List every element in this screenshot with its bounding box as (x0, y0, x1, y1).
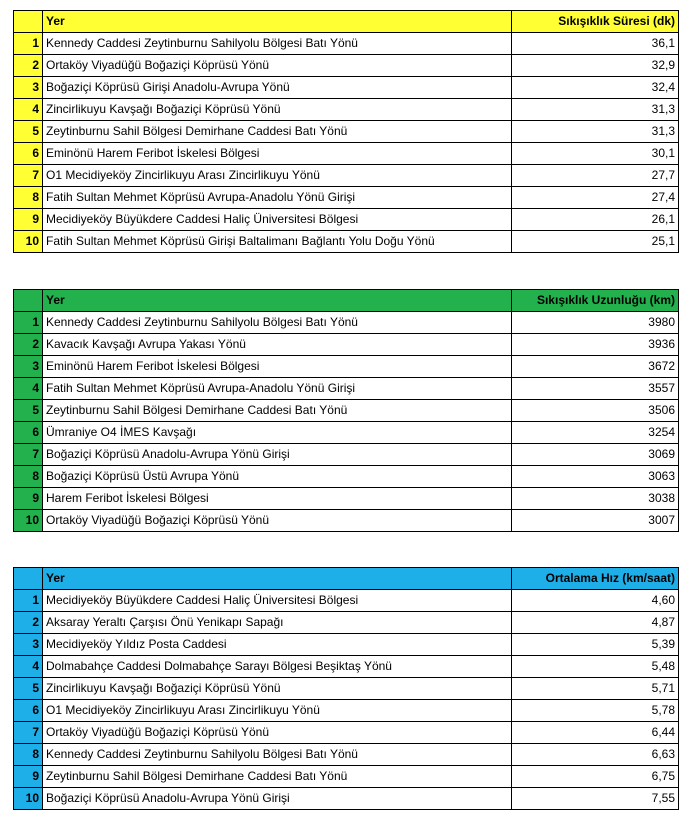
location-cell: Ümraniye O4 İMES Kavşağı (43, 422, 512, 444)
location-cell: Fatih Sultan Mehmet Köprüsü Avrupa-Anadolu Yönü Girişi (43, 378, 512, 400)
value-cell: 25,1 (512, 231, 679, 253)
table-row (14, 766, 679, 788)
rank-cell: 6 (14, 422, 43, 444)
table-row (14, 77, 679, 99)
rank-cell: 9 (14, 209, 43, 231)
location-cell: Mecidiyeköy Yıldız Posta Caddesi (43, 634, 512, 656)
location-cell: Eminönü Harem Feribot İskelesi Bölgesi (43, 143, 512, 165)
location-cell: O1 Mecidiyeköy Zincirlikuyu Arası Zincirlikuyu Yönü (43, 700, 512, 722)
rank-cell: 2 (14, 55, 43, 77)
value-cell: 3936 (512, 334, 679, 356)
value-cell: 6,75 (512, 766, 679, 788)
rank-header (14, 11, 43, 33)
location-cell: Kavacık Kavşağı Avrupa Yakası Yönü (43, 334, 512, 356)
value-cell: 7,55 (512, 788, 679, 810)
location-cell: Mecidiyeköy Büyükdere Caddesi Haliç Üniversitesi Bölgesi (43, 590, 512, 612)
location-header: Yer (43, 568, 512, 590)
speed-header: Ortalama Hız (km/saat) (512, 568, 679, 590)
rank-cell: 8 (14, 744, 43, 766)
location-cell: Kennedy Caddesi Zeytinburnu Sahilyolu Bölgesi Batı Yönü (43, 312, 512, 334)
rank-cell: 10 (14, 231, 43, 253)
value-cell: 3557 (512, 378, 679, 400)
rank-cell: 2 (14, 334, 43, 356)
value-cell: 6,44 (512, 722, 679, 744)
rank-header (14, 290, 43, 312)
table-row (14, 488, 679, 510)
rank-cell: 9 (14, 488, 43, 510)
rank-cell: 6 (14, 143, 43, 165)
table-header-row (14, 11, 679, 33)
table-row (14, 33, 679, 55)
value-cell: 3038 (512, 488, 679, 510)
value-cell: 3980 (512, 312, 679, 334)
table-row (14, 99, 679, 121)
location-cell: Ortaköy Viyadüğü Boğaziçi Köprüsü Yönü (43, 722, 512, 744)
location-cell: Zincirlikuyu Kavşağı Boğaziçi Köprüsü Yönü (43, 99, 512, 121)
rank-cell: 8 (14, 187, 43, 209)
rank-cell: 3 (14, 356, 43, 378)
location-cell: Fatih Sultan Mehmet Köprüsü Avrupa-Anadolu Yönü Girişi (43, 187, 512, 209)
value-cell: 5,78 (512, 700, 679, 722)
location-cell: Zeytinburnu Sahil Bölgesi Demirhane Caddesi Batı Yönü (43, 121, 512, 143)
location-cell: Dolmabahçe Caddesi Dolmabahçe Sarayı Bölgesi Beşiktaş Yönü (43, 656, 512, 678)
rank-cell: 8 (14, 466, 43, 488)
table-row (14, 209, 679, 231)
rank-cell: 6 (14, 700, 43, 722)
congestion-length-table (13, 289, 679, 532)
value-cell: 36,1 (512, 33, 679, 55)
table-row (14, 55, 679, 77)
value-cell: 27,4 (512, 187, 679, 209)
value-cell: 6,63 (512, 744, 679, 766)
table-row (14, 788, 679, 810)
value-cell: 26,1 (512, 209, 679, 231)
table-row (14, 444, 679, 466)
rank-cell: 5 (14, 678, 43, 700)
location-cell: Ortaköy Viyadüğü Boğaziçi Köprüsü Yönü (43, 510, 512, 532)
value-cell: 3254 (512, 422, 679, 444)
location-cell: Boğaziçi Köprüsü Anadolu-Avrupa Yönü Girişi (43, 788, 512, 810)
table-row (14, 356, 679, 378)
rank-cell: 1 (14, 33, 43, 55)
value-cell: 31,3 (512, 121, 679, 143)
location-cell: Ortaköy Viyadüğü Boğaziçi Köprüsü Yönü (43, 55, 512, 77)
table-row (14, 400, 679, 422)
average-speed-table (13, 567, 679, 810)
value-cell: 30,1 (512, 143, 679, 165)
value-cell: 3506 (512, 400, 679, 422)
table-row (14, 700, 679, 722)
table-row (14, 466, 679, 488)
value-cell: 5,71 (512, 678, 679, 700)
table-row (14, 722, 679, 744)
table-header-row (14, 568, 679, 590)
location-cell: Boğaziçi Köprüsü Girişi Anadolu-Avrupa Yönü (43, 77, 512, 99)
rank-cell: 3 (14, 77, 43, 99)
congestion-duration-table (13, 10, 679, 253)
rank-cell: 3 (14, 634, 43, 656)
rank-header (14, 568, 43, 590)
table-row (14, 143, 679, 165)
value-cell: 32,4 (512, 77, 679, 99)
location-cell: Zincirlikuyu Kavşağı Boğaziçi Köprüsü Yönü (43, 678, 512, 700)
rank-cell: 4 (14, 378, 43, 400)
length-header: Sıkışıklık Uzunluğu (km) (512, 290, 679, 312)
table-row (14, 312, 679, 334)
rank-cell: 7 (14, 722, 43, 744)
location-cell: Boğaziçi Köprüsü Anadolu-Avrupa Yönü Girişi (43, 444, 512, 466)
location-cell: Kennedy Caddesi Zeytinburnu Sahilyolu Bölgesi Batı Yönü (43, 33, 512, 55)
table-row (14, 334, 679, 356)
table-row (14, 187, 679, 209)
value-cell: 5,39 (512, 634, 679, 656)
location-cell: Boğaziçi Köprüsü Üstü Avrupa Yönü (43, 466, 512, 488)
value-cell: 3007 (512, 510, 679, 532)
value-cell: 3069 (512, 444, 679, 466)
rank-cell: 4 (14, 656, 43, 678)
rank-cell: 10 (14, 788, 43, 810)
table-row (14, 744, 679, 766)
value-cell: 4,60 (512, 590, 679, 612)
rank-cell: 5 (14, 121, 43, 143)
table-row (14, 612, 679, 634)
location-header: Yer (43, 11, 512, 33)
value-cell: 3672 (512, 356, 679, 378)
table-row (14, 656, 679, 678)
rank-cell: 1 (14, 312, 43, 334)
table-row (14, 634, 679, 656)
table-row (14, 231, 679, 253)
table-row (14, 590, 679, 612)
location-cell: Zeytinburnu Sahil Bölgesi Demirhane Caddesi Batı Yönü (43, 766, 512, 788)
table-row (14, 422, 679, 444)
table-row (14, 510, 679, 532)
value-cell: 32,9 (512, 55, 679, 77)
rank-cell: 5 (14, 400, 43, 422)
rank-cell: 2 (14, 612, 43, 634)
table-row (14, 121, 679, 143)
location-cell: Eminönü Harem Feribot İskelesi Bölgesi (43, 356, 512, 378)
rank-cell: 10 (14, 510, 43, 532)
location-cell: Zeytinburnu Sahil Bölgesi Demirhane Caddesi Batı Yönü (43, 400, 512, 422)
location-cell: Mecidiyeköy Büyükdere Caddesi Haliç Üniversitesi Bölgesi (43, 209, 512, 231)
value-cell: 3063 (512, 466, 679, 488)
rank-cell: 4 (14, 99, 43, 121)
table-row (14, 678, 679, 700)
location-cell: O1 Mecidiyeköy Zincirlikuyu Arası Zincirlikuyu Yönü (43, 165, 512, 187)
location-cell: Harem Feribot İskelesi Bölgesi (43, 488, 512, 510)
table-row (14, 165, 679, 187)
duration-header: Sıkışıklık Süresi (dk) (512, 11, 679, 33)
value-cell: 27,7 (512, 165, 679, 187)
location-cell: Aksaray Yeraltı Çarşısı Önü Yenikapı Sapağı (43, 612, 512, 634)
table-row (14, 378, 679, 400)
rank-cell: 7 (14, 444, 43, 466)
value-cell: 4,87 (512, 612, 679, 634)
location-cell: Kennedy Caddesi Zeytinburnu Sahilyolu Bölgesi Batı Yönü (43, 744, 512, 766)
location-header: Yer (43, 290, 512, 312)
rank-cell: 9 (14, 766, 43, 788)
rank-cell: 7 (14, 165, 43, 187)
table-header-row (14, 290, 679, 312)
rank-cell: 1 (14, 590, 43, 612)
location-cell: Fatih Sultan Mehmet Köprüsü Girişi Baltalimanı Bağlantı Yolu Doğu Yönü (43, 231, 512, 253)
value-cell: 31,3 (512, 99, 679, 121)
value-cell: 5,48 (512, 656, 679, 678)
